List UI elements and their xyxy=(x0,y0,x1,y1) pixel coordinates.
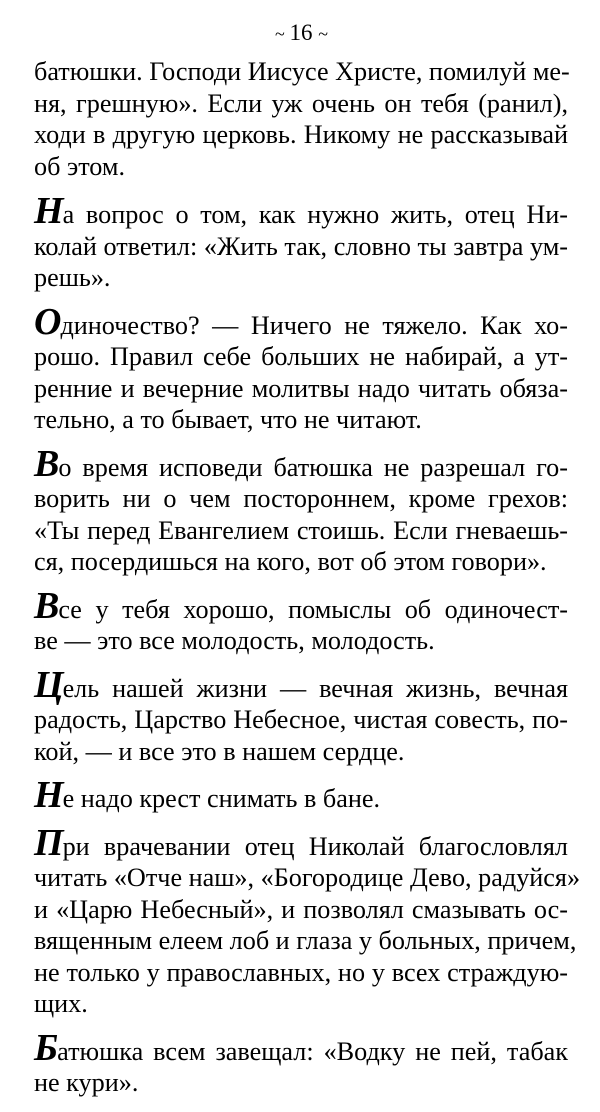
line-text: ри врачевании отец Николай благословлял xyxy=(62,831,568,861)
line-text: и «Царю Небесный», и позволял смазывать ос- xyxy=(34,894,568,924)
paragraph xyxy=(34,584,568,657)
text-line xyxy=(34,625,568,657)
text-line xyxy=(34,373,568,405)
text-line xyxy=(34,262,568,294)
dropcap-letter: Н xyxy=(34,190,61,232)
line-text: колай ответил: «Жить так, словно ты завтра ум- xyxy=(34,231,568,261)
paragraph xyxy=(34,190,568,294)
body-text xyxy=(34,56,581,1099)
line-text: кой, — и все это в нашем сердце. xyxy=(34,736,405,766)
text-line xyxy=(34,821,568,864)
line-text: об этом. xyxy=(34,151,126,181)
line-text: щих. xyxy=(34,989,88,1018)
paragraph xyxy=(34,663,568,768)
text-line xyxy=(34,56,568,88)
text-line xyxy=(34,483,568,515)
text-line xyxy=(34,774,568,816)
line-text: ель нашей жизни — вечная жизнь, вечная xyxy=(62,673,568,703)
paragraph xyxy=(34,1026,568,1099)
line-text: не кури». xyxy=(34,1068,139,1097)
text-line xyxy=(34,704,568,736)
page-number: 16 xyxy=(289,20,313,45)
line-text: ня, грешную». Если уж очень он тебя (ранил), xyxy=(34,88,568,118)
paragraph xyxy=(34,774,568,816)
book-page xyxy=(34,18,581,1112)
line-text: ве — это все молодость, молодость. xyxy=(34,626,435,655)
text-line xyxy=(34,862,581,894)
dropcap-letter: Б xyxy=(34,1026,56,1069)
paragraph xyxy=(34,821,581,1020)
ornament-left: ~ xyxy=(275,24,284,44)
line-text: ся, посердишься на кого, вот об этом говори». xyxy=(34,547,547,576)
paragraph xyxy=(34,300,568,436)
line-text: батюшки. Господи Иисусе Христе, помилуй ме- xyxy=(34,57,570,86)
dropcap-letter: П xyxy=(34,821,61,864)
text-line xyxy=(34,231,568,263)
text-line xyxy=(34,894,568,926)
dropcap-letter: Н xyxy=(34,774,61,816)
line-text: тельно, а то бывает, что не читают. xyxy=(34,405,422,434)
line-text: читать «Отче наш», «Богородице Дево, радуйся» xyxy=(34,863,581,892)
dropcap-letter: Ц xyxy=(34,663,61,706)
text-line xyxy=(34,736,568,768)
text-line xyxy=(34,88,568,120)
text-line xyxy=(34,190,568,232)
line-text: диночество? — Ничего не тяжело. Как хо- xyxy=(60,310,568,340)
paragraph xyxy=(34,442,568,578)
text-line xyxy=(34,584,568,627)
line-text: атюшка всем завещал: «Водку не пей, табак xyxy=(57,1036,568,1066)
line-text: вященным елеем лоб и глаза у больных, причем, xyxy=(34,926,577,955)
page-number-header xyxy=(34,18,568,56)
dropcap-letter: В xyxy=(34,442,57,485)
line-text: ходи в другую церковь. Никому не рассказывай xyxy=(34,120,568,149)
text-line xyxy=(34,1026,568,1069)
line-text: а вопрос о том, как нужно жить, отец Ни- xyxy=(62,200,568,229)
text-line xyxy=(34,663,568,706)
text-line xyxy=(34,546,568,578)
text-line xyxy=(34,341,568,373)
line-text: ворить ни о чем постороннем, кроме грехов: xyxy=(34,484,568,513)
text-line xyxy=(34,119,568,151)
text-line xyxy=(34,1067,568,1099)
text-line xyxy=(34,957,568,989)
dropcap-letter: О xyxy=(34,300,59,343)
line-text: се у тебя хорошо, помыслы об одиночест- xyxy=(58,594,568,624)
line-text: рошо. Правил себе больших не набирай, а ут- xyxy=(34,342,568,371)
dropcap-letter: В xyxy=(34,584,57,627)
text-line xyxy=(34,515,568,547)
line-text: радость, Царство Небесное, чистая совесть, по- xyxy=(34,705,568,734)
text-line xyxy=(34,442,568,485)
text-line xyxy=(34,300,568,343)
ornament-right: ~ xyxy=(318,24,327,44)
text-line xyxy=(34,404,568,436)
text-line xyxy=(34,151,568,183)
line-text: е надо крест снимать в бане. xyxy=(62,784,381,813)
line-text: не только у православных, но у всех страждую- xyxy=(34,957,568,987)
line-text: решь». xyxy=(34,263,111,292)
paragraph xyxy=(34,56,568,182)
text-line xyxy=(34,988,568,1020)
line-text: «Ты перед Евангелием стоишь. Если гневаешь- xyxy=(34,515,568,545)
line-text: о время исповеди батюшка не разрешал го- xyxy=(58,452,568,482)
text-line xyxy=(34,925,577,957)
line-text: ренние и вечерние молитвы надо читать обяза- xyxy=(34,373,568,403)
